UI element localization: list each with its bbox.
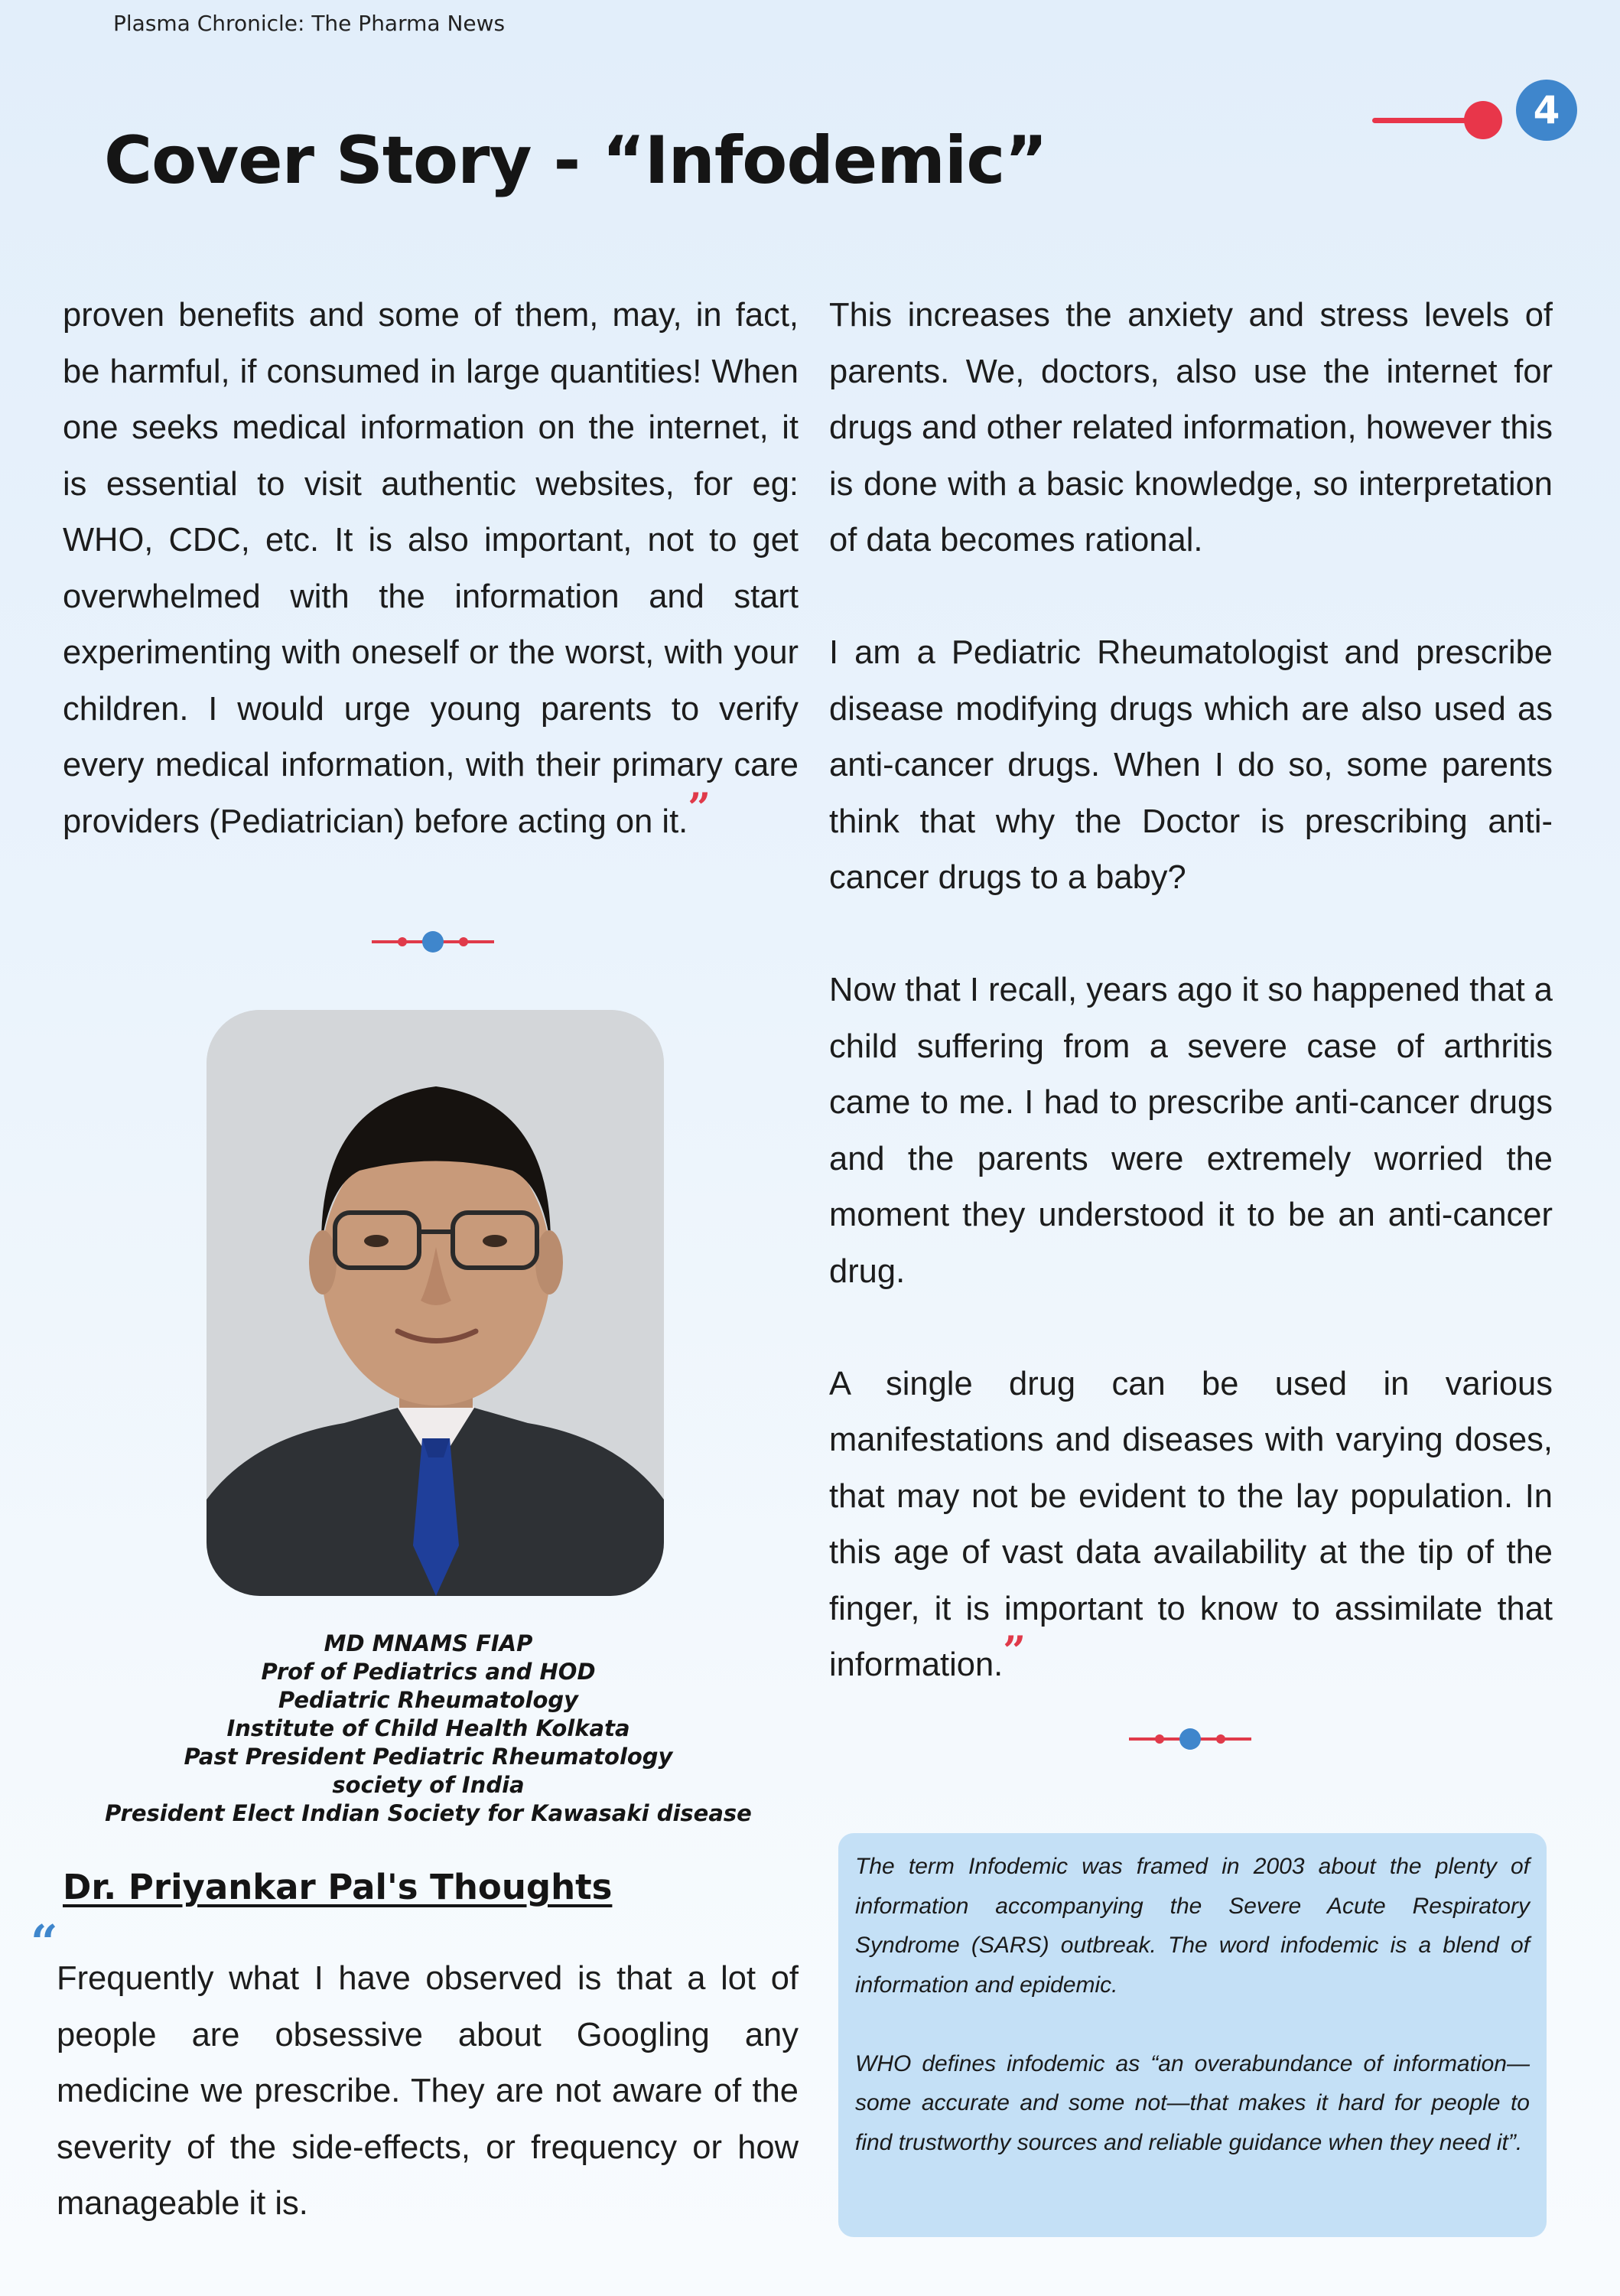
paragraph: Now that I recall, years ago it so happened that a child suffering from a severe case of arthritis came to me. I had to prescribe anti-cancer drugs and the parents were extremely worried the moment they understood it to be an anti-cancer drug. — [829, 972, 1553, 1290]
paragraph: WHO defines infodemic as “an overabundance of information—some accurate and some not—that makes it hard for people to find trustworthy sources and reliable guidance when they need it”. — [855, 2050, 1530, 2155]
credential-line: MD MNAMS FIAP — [324, 1630, 533, 1656]
page-title: Cover Story - “Infodemic” — [104, 122, 1047, 199]
credential-line: Institute of Child Health Kolkata — [226, 1715, 630, 1741]
page-indicator-dot — [1464, 101, 1502, 139]
credential-line: President Elect Indian Society for Kawasaki disease — [105, 1800, 752, 1826]
paragraph: This increases the anxiety and stress levels of parents. We, doctors, also use the internet for drugs and other related information, however this is done with a basic knowledge, so interpretation of data becomes rational. — [829, 297, 1553, 559]
close-quote-icon: ” — [1003, 1628, 1026, 1675]
author-credentials — [69, 1630, 788, 1828]
paragraph: I am a Pediatric Rheumatologist and prescribe disease modifying drugs which are also used as anti-cancer drugs. When I do so, some parents think that why the Doctor is prescribing anti-cancer drugs to a baby? — [829, 634, 1553, 896]
thoughts-heading: Dr. Priyankar Pal's Thoughts — [63, 1867, 613, 1907]
credential-line: society of India — [332, 1772, 525, 1798]
section-divider — [1129, 1728, 1251, 1750]
credential-line: Pediatric Rheumatology — [278, 1687, 579, 1713]
section-divider — [372, 930, 494, 953]
paragraph: Frequently what I have observed is that a lot of people are obsessive about Googling any medicine we prescribe. They are not aware of the severity of the side-effects, or frequency or how manageable it is. — [57, 1960, 799, 2222]
page-number: 4 — [1516, 80, 1577, 141]
page-indicator — [1372, 80, 1580, 145]
open-quote-icon: “ — [31, 1914, 58, 1970]
paragraph: proven benefits and some of them, may, in fact, be harmful, if consumed in large quantities! When one seeks medical information on the internet, it is essential to visit authentic websites, for eg: WHO, CDC, etc. It is also important, not to get overwhelmed with the information and start experimenting with oneself or the worst, with your children. I would urge young parents to verify every medical information, with their primary care providers (Pediatrician) before acting on it.” — [63, 297, 799, 840]
credential-line: Prof of Pediatrics and HOD — [261, 1659, 596, 1685]
portrait-illustration — [207, 1010, 664, 1596]
paragraph: A single drug can be used in various manifestations and diseases with varying doses, that may not be evident to the lay population. In this age of vast data availability at the tip of the finger, it is important to know to assimilate that information.” — [829, 1365, 1553, 1683]
publication-header: Plasma Chronicle: The Pharma News — [113, 11, 506, 36]
close-quote-icon: ” — [688, 784, 711, 832]
author-photo — [207, 1010, 664, 1596]
left-column-top — [63, 288, 799, 850]
credential-line: Past President Pediatric Rheumatology — [184, 1744, 673, 1770]
paragraph: The term Infodemic was framed in 2003 about the plenty of information accompanying the Severe Acute Respiratory Syndrome (SARS) outbreak. The word infodemic is a blend of information and epidemic. — [855, 1854, 1530, 1998]
right-column — [829, 288, 1553, 1694]
thoughts-body — [57, 1951, 799, 2232]
infodemic-definition-box — [838, 1833, 1547, 2237]
